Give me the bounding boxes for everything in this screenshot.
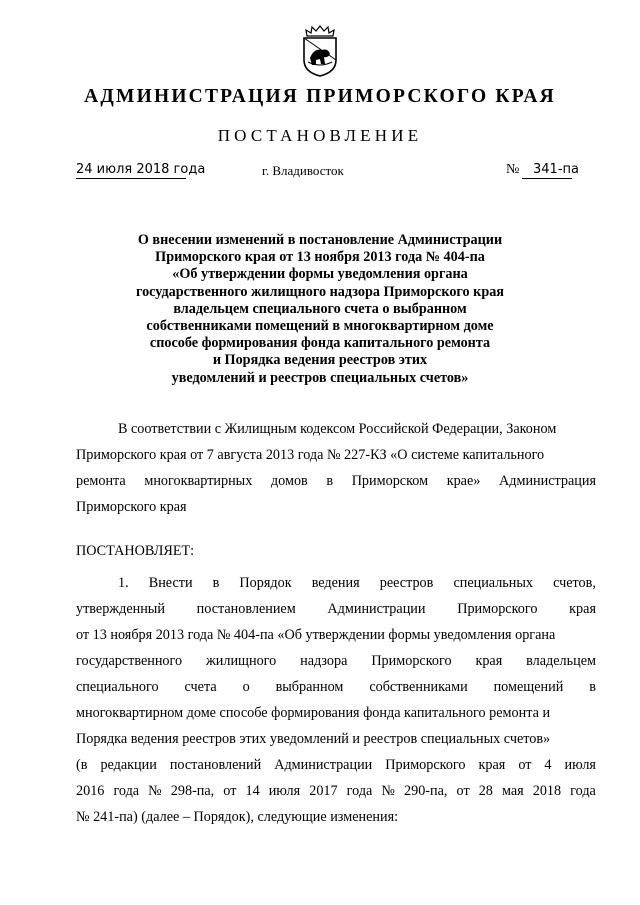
word: 14 [245, 783, 260, 799]
word: многоквартирных [144, 473, 253, 489]
word: края [475, 653, 503, 669]
subject-line: Приморского края от 13 ноября 2013 года № 404-па [155, 249, 485, 266]
word: 1. [118, 575, 129, 591]
word: Администрация [499, 473, 596, 489]
word: № [148, 783, 162, 799]
word: помещений [493, 679, 564, 695]
word: владельцем [526, 653, 596, 669]
word: Приморского [371, 653, 452, 669]
word: от [456, 783, 470, 799]
word: утвержденный [76, 601, 165, 617]
word: Приморском [351, 473, 429, 489]
subject-line: государственного жилищного надзора Приморского края [136, 283, 504, 300]
word: 2016 [76, 783, 105, 799]
word: № [381, 783, 395, 799]
resolves-heading: ПОСТАНОВЛЯЕТ: [76, 543, 195, 559]
word: счетов, [553, 575, 596, 591]
item-line: многоквартирном доме способе формирования фонда капитального ремонта и [76, 705, 551, 721]
word: 290-па, [404, 783, 448, 799]
word: счета [184, 679, 217, 695]
subject-line: владельцем специального счета о выбранном [173, 300, 467, 317]
subject-line: «Об утверждении формы уведомления органа [172, 266, 468, 283]
word: мая [501, 783, 524, 799]
word: жилищного [205, 653, 277, 669]
word: 2017 [309, 783, 338, 799]
word: постановлений [169, 757, 262, 773]
word: (в [76, 757, 88, 773]
word: государственного [76, 653, 183, 669]
item-line [76, 756, 596, 774]
word: в [326, 473, 334, 489]
word: специального [76, 679, 159, 695]
word: Администрации [327, 601, 426, 617]
word: в [212, 575, 220, 591]
item-line [76, 782, 596, 800]
subject-line: уведомлений и реестров специальных счетов» [171, 369, 469, 386]
subject-line: собственниками помещений в многоквартирном доме [146, 318, 494, 335]
number-underline [522, 178, 572, 179]
word: 298-па, [170, 783, 215, 799]
word: ведения [311, 575, 360, 591]
item-line: от 13 ноября 2013 года № 404-па «Об утверждении формы уведомления органа [76, 627, 556, 643]
word: Администрации [274, 757, 373, 773]
word: выбранном [275, 679, 344, 695]
word: надзора [300, 653, 348, 669]
word: постановлением [196, 601, 296, 617]
document-number: 341-па [533, 162, 579, 177]
word: года [570, 783, 596, 799]
word: края [569, 601, 596, 617]
document-subject [120, 232, 520, 387]
coat-of-arms-icon [298, 24, 342, 78]
word: редакции [100, 757, 157, 773]
number-label: № [506, 162, 520, 177]
word: 28 [478, 783, 493, 799]
word: 2018 [532, 783, 562, 799]
word: июля [564, 757, 596, 773]
word: года [346, 783, 373, 799]
word: собственниками [369, 679, 468, 695]
document-date: 24 июля 2018 года [76, 162, 206, 177]
item-line: Порядка ведения реестров этих уведомлений и реестров специальных счетов» [76, 731, 551, 747]
word: крае» [446, 473, 481, 489]
word: 4 [544, 757, 552, 773]
word: специальных [453, 575, 533, 591]
document-type: ПОСТАНОВЛЕНИЕ [217, 126, 423, 145]
word: Внести [148, 575, 193, 591]
preamble-line: Приморского края от 7 августа 2013 года № 227-КЗ «О системе капитального [76, 447, 545, 463]
word: Приморского [457, 601, 538, 617]
word: домов [270, 473, 308, 489]
item-line [76, 600, 596, 618]
word: о [242, 679, 250, 695]
organization-title: АДМИНИСТРАЦИЯ ПРИМОРСКОГО КРАЯ [84, 86, 556, 107]
word: Порядок [239, 575, 292, 591]
word: года [113, 783, 140, 799]
word: от [518, 757, 532, 773]
word: ремонта [76, 473, 126, 489]
subject-line: способе формирования фонда капитального ремонта [149, 335, 491, 352]
preamble-line [76, 472, 596, 490]
item-line [76, 574, 596, 592]
preamble-line: В соответствии с Жилищным кодексом Российской Федерации, Законом [118, 421, 557, 437]
document-city: г. Владивосток [262, 163, 344, 178]
word: Приморского [385, 757, 466, 773]
date-underline [76, 178, 186, 179]
word: от [223, 783, 237, 799]
word: реестров [379, 575, 434, 591]
subject-line: О внесении изменений в постановление Администрации [137, 232, 503, 248]
word: июля [268, 783, 301, 799]
preamble-line: Приморского края [76, 499, 187, 515]
subject-line: и Порядка ведения реестров этих [212, 352, 428, 369]
item-line [76, 678, 596, 696]
item-line [76, 652, 596, 670]
word: края [478, 757, 506, 773]
item-line: № 241-па) (далее – Порядок), следующие изменения: [76, 809, 399, 825]
word: в [589, 679, 596, 695]
